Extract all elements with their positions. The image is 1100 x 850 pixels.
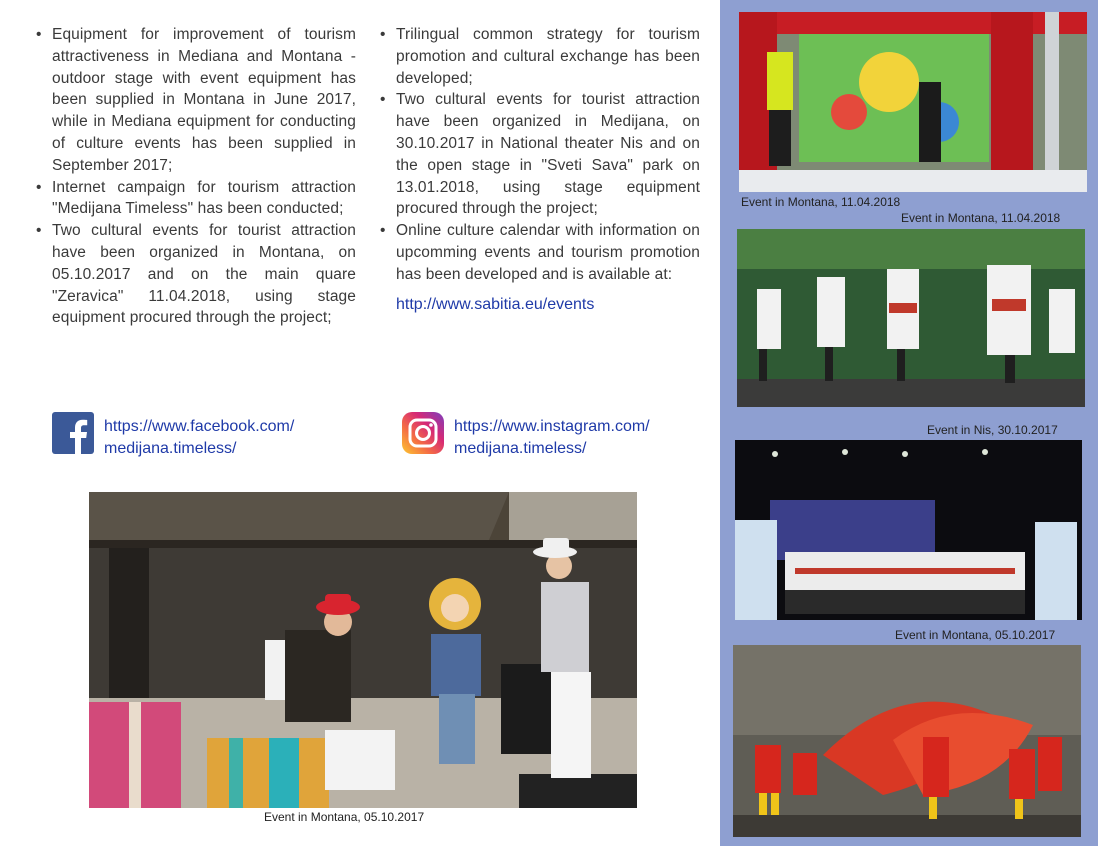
facebook-link-block[interactable] xyxy=(52,412,294,460)
main-photo-caption: Event in Montana, 05.10.2017 xyxy=(264,810,425,824)
facebook-url-line2[interactable]: medijana.timeless/ xyxy=(104,440,237,457)
side-photo-1-caption-a: Event in Montana, 11.04.2018 xyxy=(741,195,901,209)
side-photo-3-caption: Event in Montana, 05.10.2017 xyxy=(895,628,1056,642)
instagram-url-line2[interactable]: medijana.timeless/ xyxy=(454,440,587,457)
side-photo-2-caption: Event in Nis, 30.10.2017 xyxy=(927,423,1058,437)
bullet-item: • Online culture calendar with information on upcomming events and tourism promotion has been developed and is available at: xyxy=(378,220,700,285)
side-photo-3 xyxy=(735,440,1082,620)
side-photo-2 xyxy=(737,229,1085,407)
bullet-item: • Two cultural events for tourist attraction have been organized in Medijana, on 30.10.2017 in National theater Nis and on the open stage in "Sveti Sava" park on 13.01.2018, using stage equipment procured through the project; xyxy=(378,89,700,220)
bullet-item: • Two cultural events for tourist attraction have been organized in Montana, on 05.10.2017 and on the main quare "Zeravica" 11.04.2018, using stage equipment procured through the project; xyxy=(34,220,356,329)
facebook-url-line1[interactable]: https://www.facebook.com/ xyxy=(104,418,295,435)
side-photo-1 xyxy=(739,12,1087,192)
left-bullet-list xyxy=(34,24,356,329)
events-calendar-link[interactable]: http://www.sabitia.eu/events xyxy=(396,295,595,313)
main-event-photo xyxy=(89,492,637,808)
facebook-icon xyxy=(52,412,94,454)
instagram-link-block[interactable] xyxy=(402,412,650,460)
left-text-column xyxy=(34,24,356,329)
middle-text-column xyxy=(378,24,700,314)
instagram-icon xyxy=(402,412,444,454)
bullet-item: • Internet campaign for tourism attraction "Medijana Timeless" has been conducted; xyxy=(34,177,356,221)
side-photo-1-caption-b: Event in Montana, 11.04.2018 xyxy=(901,211,1061,225)
instagram-url-line1[interactable]: https://www.instagram.com/ xyxy=(454,418,650,435)
bullet-item: • Trilingual common strategy for tourism promotion and cultural exchange has been developed; xyxy=(378,24,700,89)
middle-bullet-list xyxy=(378,24,700,286)
bullet-item: • Equipment for improvement of tourism attractiveness in Mediana and Montana - outdoor stage with event equipment has been supplied in Montana in June 2017, while in Mediana equipment for conducting of culture events has been supplied in September 2017; xyxy=(34,24,356,177)
side-photo-4 xyxy=(733,645,1081,837)
